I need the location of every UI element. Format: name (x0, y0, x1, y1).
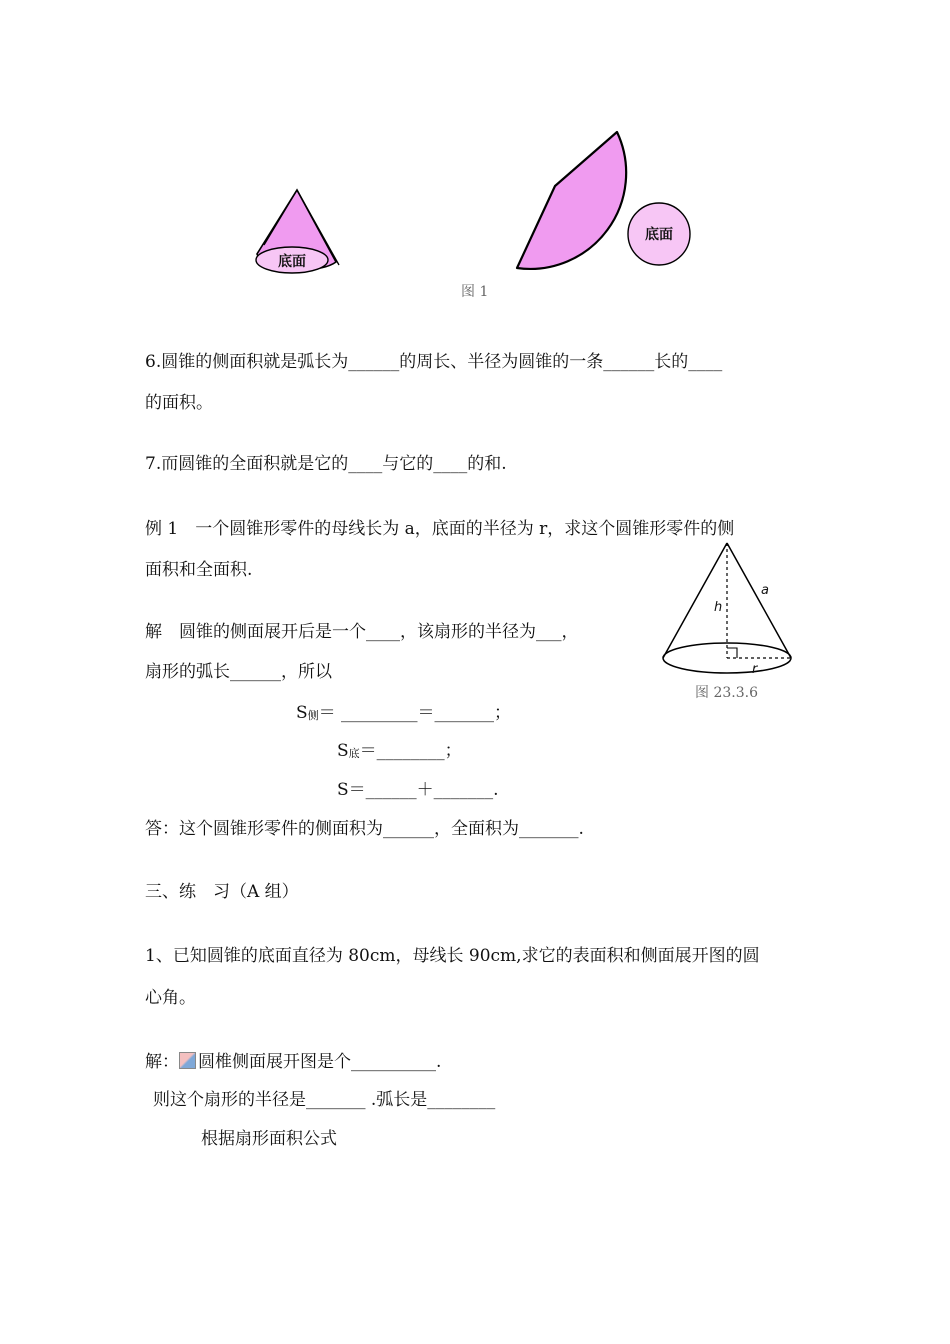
solution-line-2: 扇形的弧长______，所以 (145, 662, 332, 682)
figure-23-3-6 (655, 535, 800, 685)
question-7-line-1: 7.而圆锥的全面积就是它的____与它的____的和. (145, 454, 507, 474)
sector-shape (517, 132, 626, 269)
formula-lateral-area (296, 701, 511, 728)
formula-side-rest: ＝ _________＝_______； (318, 703, 512, 723)
exercise-1-line-1: 1、已知圆锥的底面直径为 80cm，母线长 90cm,求它的表面积和侧面展开图的圆 (145, 946, 760, 966)
formula-base-subscript: 底 (348, 747, 360, 760)
solution-rest: 圆椎侧面展开图是个__________. (198, 1052, 442, 1072)
cone-base-label: 底面 (278, 254, 306, 270)
question-6-line-2: 的面积。 (145, 393, 213, 413)
figure-1-caption: 图 1 (461, 284, 489, 300)
exercise-1-solution-line-3: 根据扇形面积公式 (201, 1129, 337, 1149)
example-1-line-1: 例 1 一个圆锥形零件的母线长为 a，底面的半径为 r，求这个圆锥形零件的侧 (145, 519, 735, 539)
formula-total-area: S＝______＋_______. (337, 780, 499, 800)
section-3-title: 三、练 习（A 组） (145, 882, 299, 902)
question-6-line-1: 6.圆锥的侧面积就是弧长为______的周长、半径为圆锥的一条______长的____ (145, 352, 723, 372)
formula-base-rest: ＝________； (359, 741, 462, 761)
label-a: a (761, 583, 769, 598)
broken-image-icon (179, 1052, 196, 1069)
solution-prefix: 解： (145, 1052, 179, 1072)
right-angle-mark (727, 648, 737, 658)
formula-s-letter: S (337, 741, 349, 761)
exercise-1-line-2: 心角。 (145, 988, 196, 1008)
figure-1 (240, 120, 710, 290)
cone-illustration (256, 190, 339, 273)
exercise-1-solution-line-2: 则这个扇形的半径是_______ .弧长是________ (153, 1090, 496, 1110)
label-r: r (752, 662, 758, 677)
answer-line: 答：这个圆锥形零件的侧面积为______，全面积为_______. (145, 819, 584, 839)
formula-base-area (337, 739, 462, 766)
solution-line-1: 解 圆锥的侧面展开后是一个____，该扇形的半径为___， (145, 622, 579, 642)
exercise-1-solution-line-1 (145, 1050, 441, 1074)
formula-side-subscript: 侧 (307, 709, 319, 722)
label-h: h (714, 600, 723, 615)
example-1-line-2: 面积和全面积. (145, 560, 253, 580)
formula-s-letter: S (296, 703, 308, 723)
base-circle-label: 底面 (645, 227, 673, 243)
sector-illustration (517, 132, 626, 269)
figure-23-3-6-caption: 图 23.3.6 (695, 685, 758, 701)
base-circle-illustration (628, 203, 690, 265)
